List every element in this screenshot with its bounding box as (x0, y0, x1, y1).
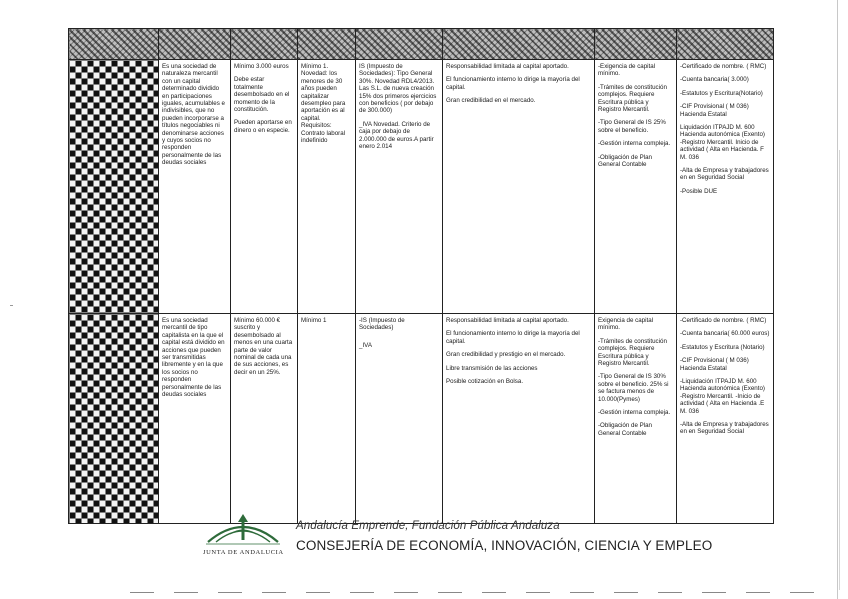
definition-cell: Es una sociedad mercantil de tipo capitalista en la que el capital está dividido en acciones que pueden ser transmitidas libremente y en la que los socios no responden personalmente de las deudas sociales (159, 314, 231, 524)
header-row (69, 29, 774, 60)
capital-text: Pueden aportarse en dinero o en especie. (234, 119, 292, 134)
taxation-cell (356, 60, 443, 314)
capital-text: Debe estar totalmente desembolsado en el momento de la constitución. (234, 76, 290, 114)
table-row (69, 60, 774, 314)
partners-cell: Mínimo 1 (298, 314, 356, 524)
disadvantages-cell (595, 60, 677, 314)
procedure-text: -Certificado de nombre. ( RMC) (680, 317, 767, 324)
procedure-text: -CIF Provisional ( M 036) Hacienda Estatal (680, 357, 749, 372)
procedure-text: -Cuenta bancaria( 60.000 euros) (680, 330, 770, 338)
table-row (69, 314, 774, 524)
advantage-text: El funcionamiento interno lo dirige la mayoría del capital. (446, 330, 580, 345)
procedure-text: -Alta de Empresa y trabajadores en en Seguridad Social (680, 167, 769, 182)
procedure-text: -CIF Provisional ( M 036) Hacienda Estatal (680, 103, 749, 118)
capital-cell (231, 314, 298, 524)
advantage-text: Responsabilidad limitada al capital aportado. (446, 63, 569, 70)
scan-mark (10, 305, 13, 306)
disadvantage-text: -Trámites de constitución complejos. Requiere Escritura pública y Registro Mercantil. (598, 83, 667, 114)
header-cell (595, 29, 677, 60)
capital-cell (231, 60, 298, 314)
advantage-text: Responsabilidad limitada al capital aportado. (446, 317, 569, 324)
disadvantage-text: Exigencia de capital mínimo. (598, 317, 654, 332)
taxation-text: -IS (Impuesto de Sociedades) (359, 317, 405, 332)
ministry-name: CONSEJERÍA DE ECONOMÍA, INNOVACIÓN, CIENCIA Y EMPLEO (296, 538, 713, 553)
disadvantage-text: -Tipo General de IS 30% sobre el beneficio. 25% si se factura menos de 10.000(Pymes) (598, 373, 669, 403)
disadvantage-text: -Gestión interna compleja. (598, 409, 671, 417)
procedure-text: -Estatutos y Escritura(Notario) (680, 89, 763, 97)
logo-label: JUNTA DE ANDALUCIA (203, 549, 284, 556)
procedure-text: -Alta de Empresa y trabajadores en en Seguridad Social (680, 421, 769, 436)
header-cell (677, 29, 774, 60)
row-label-cell (69, 314, 159, 524)
row-label-cell (69, 60, 159, 314)
header-cell (159, 29, 231, 60)
taxation-text: _IVA Novedad. Criterio de caja por debajo de 2.000.000 de euros.A partir enero 2.014 (359, 120, 434, 151)
procedure-text: -Estatutos y Escritura (Notario) (680, 343, 765, 351)
page-edge-line-secondary (839, 150, 840, 590)
header-cell (443, 29, 595, 60)
advantage-text: Gran credibilidad y prestigio en el mercado. (446, 351, 566, 359)
disadvantage-text: -Tipo General de IS 25% sobre el beneficio. (598, 119, 666, 134)
disadvantage-text: -Obligación de Plan General Contable (598, 422, 653, 437)
procedures-cell (677, 60, 774, 314)
header-cell (298, 29, 356, 60)
advantage-text: Libre transmisión de las acciones (446, 364, 538, 372)
page-edge-line (837, 0, 838, 599)
advantage-text: Gran credibilidad en el mercado. (446, 97, 536, 105)
bottom-dashed-rule (130, 592, 820, 593)
taxation-text: IS (Impuesto de Sociedades): Tipo General 30%. Novedad RDL4/2013. Las S.L. de nueva creación 15% dos primeros ejercicios con beneficios ( por debajo de 300.000) (359, 63, 437, 115)
advantage-text: El funcionamiento interno lo dirige la mayoría del capital. (446, 76, 580, 91)
procedure-text: Liquidación ITPAJD M. 600 Hacienda autonómica (Exento) -Registro Mercantil. Inicio de actividad ( Alta en Hacienda. F M. 036 (680, 124, 765, 161)
procedures-cell (677, 314, 774, 524)
header-cell (231, 29, 298, 60)
procedure-text: -Posible DUE (680, 187, 718, 195)
capital-text: Mínimo 3.000 euros (234, 63, 289, 70)
advantages-cell (443, 314, 595, 524)
definition-cell: Es una sociedad de naturaleza mercantil con un capital determinado dividido en participaciones iguales, acumulables e indivisibles, que no pueden incorporarse a títulos negociables ni denominarse acciones y cuyos socios no responden personalmente de las deudas sociales (159, 60, 231, 314)
advantages-cell (443, 60, 595, 314)
organization-name: Andalucía Emprende, Fundación Pública Andaluza (296, 520, 560, 532)
header-cell (69, 29, 159, 60)
partners-cell: Mínimo 1. Novedad: los menores de 30 años pueden capitalizar desempleo para aportación es al capital. Requisitos: Contrato laboral indefinido (298, 60, 356, 314)
junta-andalucia-logo (200, 508, 286, 554)
disadvantage-text: -Trámites de constitución complejos. Requiere Escritura pública y Registro Mercantil. (598, 337, 667, 368)
taxation-text: _IVA (359, 341, 372, 349)
header-cell (356, 29, 443, 60)
disadvantage-text: -Exigencia de capital mínimo. (598, 63, 656, 78)
taxation-cell (356, 314, 443, 524)
disadvantages-cell (595, 314, 677, 524)
advantage-text: Posible cotización en Bolsa. (446, 378, 524, 386)
footer (200, 508, 720, 568)
procedure-text: -Cuenta bancaria( 3.000) (680, 76, 749, 84)
procedure-text: -Certificado de nombre. ( RMC) (680, 63, 767, 70)
capital-text: Mínimo 60.000 € suscrito y desembolsado al menos en una cuarta parte de valor nominal de cada una de sus acciones, es decir en un 25%. (234, 317, 293, 376)
procedure-text: -Liquidación ITPAJD M. 600 Hacienda autonómica (Exento) -Registro Mercantil. -Inicio de actividad ( Alta en Hacienda .E M. 036 (680, 378, 765, 415)
disadvantage-text: -Obligación de Plan General Contable (598, 153, 653, 169)
disadvantage-text: -Gestión interna compleja. (598, 140, 671, 148)
company-types-table (68, 28, 774, 524)
